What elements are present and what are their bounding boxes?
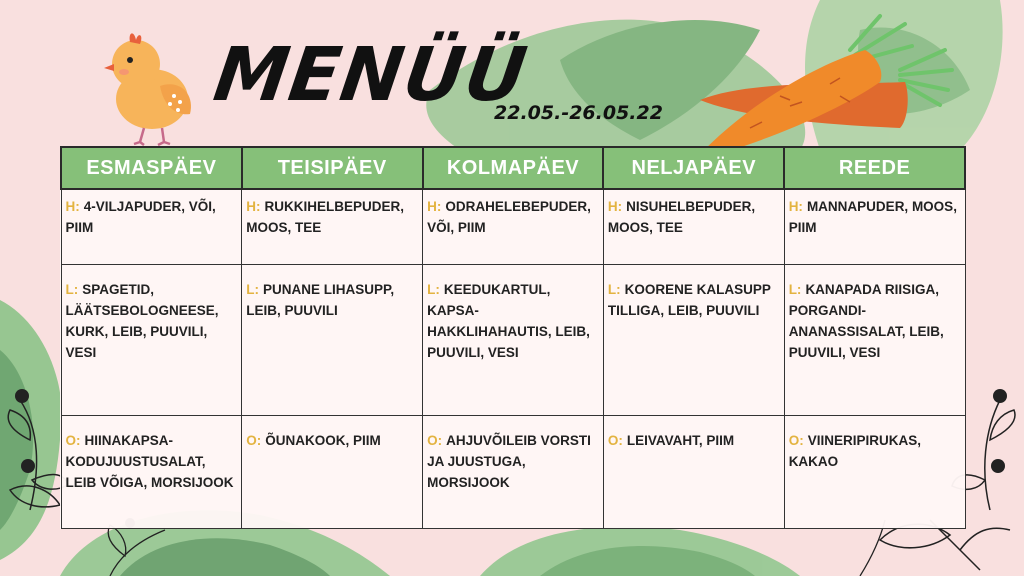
meal-text: RUKKIHELBEPUDER, MOOS, TEE [246, 199, 405, 235]
lunch-row [61, 265, 965, 416]
meal-text: SPAGETID, LÄÄTSEBOLOGNEESE, KURK, LEIB, PUUVILI, VESI [65, 282, 219, 360]
meal-text: HIINAKAPSA-KODUJUUSTUSALAT, LEIB VÕIGA, MORSIJOOK [65, 433, 234, 490]
meal-cell [242, 189, 423, 265]
dinner-row [61, 416, 965, 529]
meal-prefix: L: [607, 282, 621, 297]
meal-text: 4-VILJAPUDER, VÕI, PIIM [65, 199, 216, 235]
meal-prefix: H: [607, 199, 623, 214]
meal-prefix: H: [788, 199, 803, 214]
meal-cell [603, 416, 784, 529]
meal-cell [61, 416, 242, 529]
menu-table [60, 146, 966, 529]
meal-prefix: O: [788, 433, 804, 448]
meal-cell [784, 416, 965, 529]
meal-prefix: O: [427, 433, 443, 448]
meal-cell [242, 416, 423, 529]
meal-prefix: L: [65, 282, 79, 297]
page-title: MENÜÜ [208, 32, 533, 118]
meal-prefix: H: [246, 199, 261, 214]
meal-cell [423, 416, 604, 529]
meal-cell [423, 265, 604, 416]
day-header-monday: ESMASPÄEV [61, 147, 242, 189]
day-header-wednesday: KOLMAPÄEV [423, 147, 604, 189]
chick-icon [100, 24, 200, 146]
day-header-row [61, 147, 965, 189]
meal-cell [784, 189, 965, 265]
meal-prefix: H: [65, 199, 80, 214]
meal-prefix: L: [427, 282, 440, 297]
date-range: 22.05.-26.05.22 [494, 102, 663, 124]
meal-text: NISUHELBEPUDER, MOOS, TEE [607, 199, 756, 235]
meal-text: ÕUNAKOOK, PIIM [265, 433, 381, 448]
meal-cell [61, 265, 242, 416]
meal-prefix: O: [246, 433, 262, 448]
day-header-friday: REEDE [784, 147, 965, 189]
meal-prefix: L: [788, 282, 802, 297]
meal-text: VIINERIPIRUKAS, KAKAO [788, 433, 921, 469]
breakfast-row [61, 189, 965, 265]
day-header-tuesday: TEISIPÄEV [242, 147, 423, 189]
meal-cell [603, 189, 784, 265]
meal-text: AHJUVÕILEIB VORSTI JA JUUSTUGA, MORSIJOOK [427, 433, 591, 490]
meal-cell [61, 189, 242, 265]
meal-text: ODRAHELEBEPUDER, VÕI, PIIM [427, 199, 591, 235]
day-header-thursday: NELJAPÄEV [603, 147, 784, 189]
meal-text: KEEDUKARTUL, KAPSA-HAKKLIHAHAUTIS, LEIB, PUUVILI, VESI [427, 282, 590, 360]
meal-cell [423, 189, 604, 265]
meal-text: KOORENE KALASUPP TILLIGA, LEIB, PUUVILI [607, 282, 771, 318]
meal-text: MANNAPUDER, MOOS, PIIM [788, 199, 957, 235]
meal-cell [784, 265, 965, 416]
meal-cell [603, 265, 784, 416]
meal-prefix: O: [65, 433, 81, 448]
meal-prefix: L: [246, 282, 260, 297]
meal-text: PUNANE LIHASUPP, LEIB, PUUVILI [246, 282, 395, 318]
meal-text: KANAPADA RIISIGA, PORGANDI-ANANASSISALAT, LEIB, PUUVILI, VESI [788, 282, 944, 360]
meal-prefix: O: [607, 433, 623, 448]
carrot-icon [690, 10, 960, 165]
lettuce-leaf-left [0, 300, 62, 560]
meal-text: LEIVAVAHT, PIIM [626, 433, 735, 448]
meal-prefix: H: [427, 199, 442, 214]
meal-cell [242, 265, 423, 416]
